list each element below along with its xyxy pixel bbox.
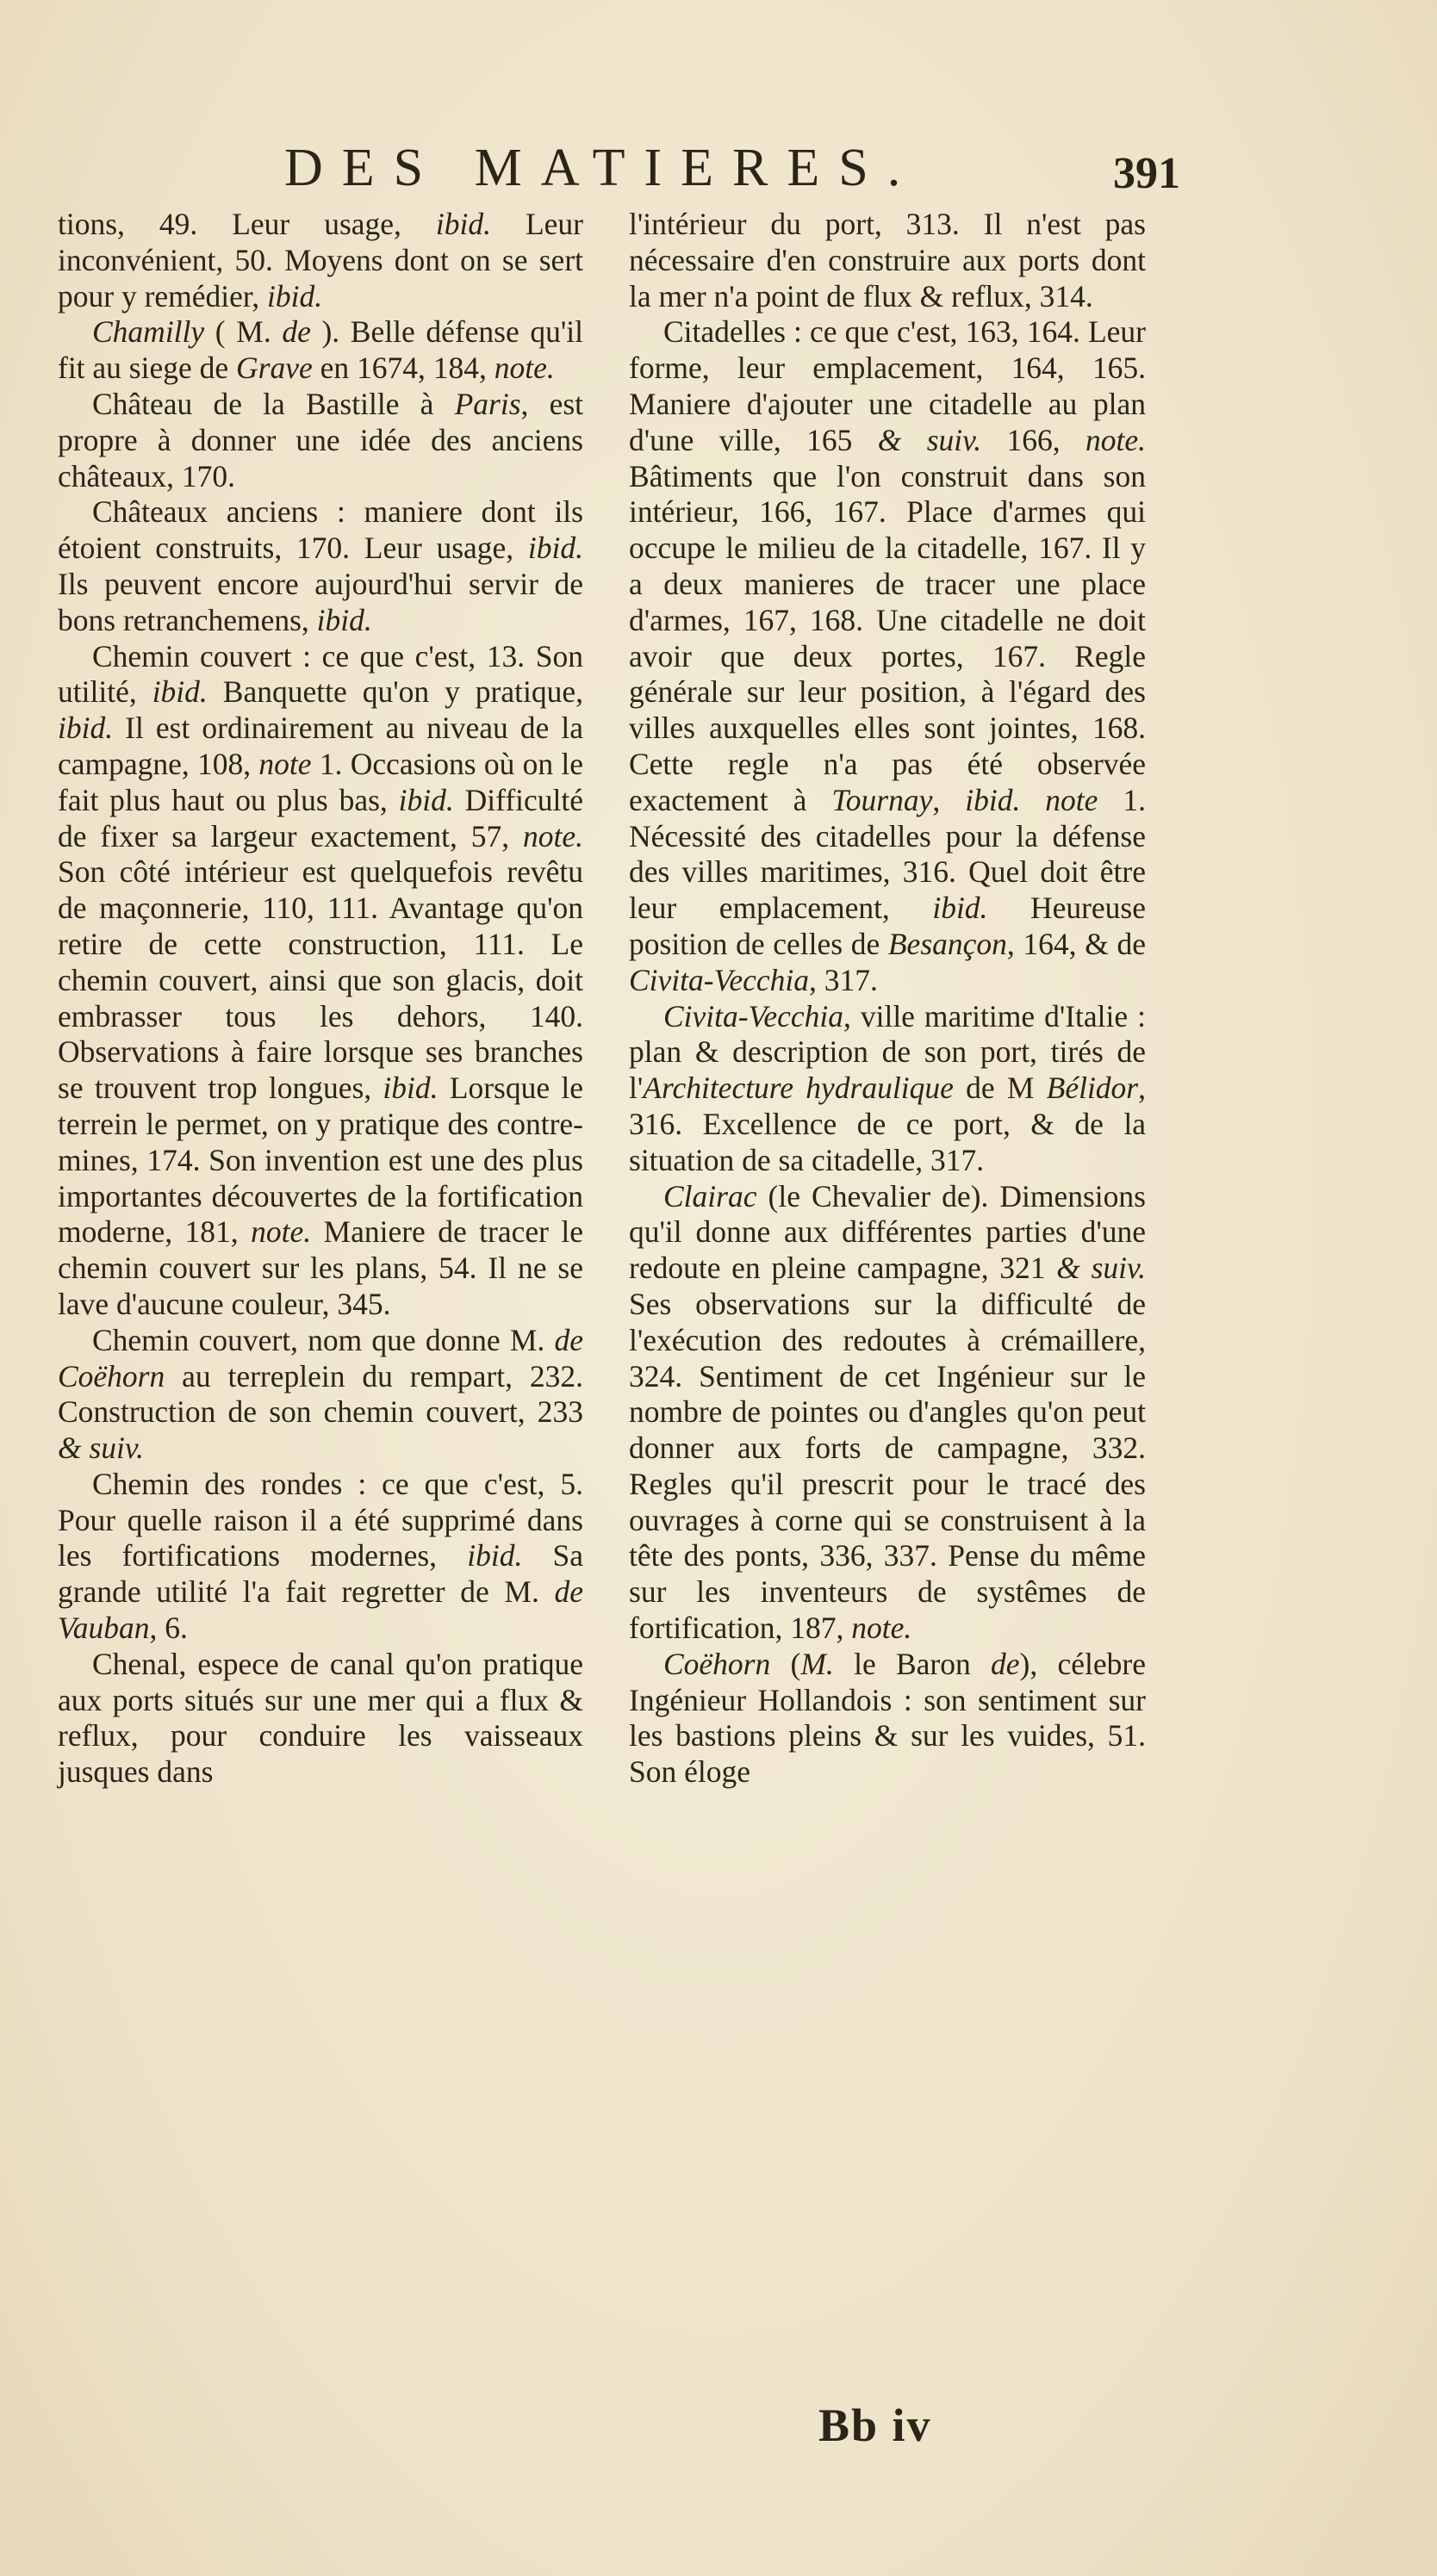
entry-text: en 1674, 184, [312,351,495,386]
entry-text: , 164, & de [1006,926,1146,961]
entry-text: Maniere de tracer le chemin couvert sur les plans, 54. Il ne se lave d'aucune couleur, 345. [58,1214,583,1321]
italic-text: note. [251,1214,312,1250]
entry-text: Heureuse position de celles de [629,891,1146,961]
index-entry [58,1647,583,1791]
italic-text: Clairac [663,1178,757,1214]
index-entry [58,494,583,638]
entry-text: Chemin couvert, nom que donne M. [92,1322,555,1357]
italic-text: & suiv. [58,1431,144,1466]
italic-text: ibid. [435,207,492,241]
index-entry [629,999,1146,1179]
entry-text: Difficulté de fixer sa largeur exactement, 57, [58,782,583,853]
index-entry [58,314,583,387]
italic-text: ibid. [932,891,988,926]
entry-text: , [932,782,966,817]
italic-text: ibid. [58,711,114,746]
italic-text: ibid. [398,782,454,817]
index-entry [58,1323,583,1467]
index-column-right [629,207,1146,1791]
entry-text: de M [953,1071,1047,1106]
italic-text: note. [851,1611,912,1646]
entry-text: Citadelles : ce que c'est, 163, 164. Leur forme, leur emplacement, 164, 165. Maniere d'ajouter une citadelle au plan d'une ville, 165 [629,314,1146,457]
italic-text: Tournay [831,782,933,817]
italic-text: M. [800,1646,834,1681]
entry-text: 166, [981,422,1086,457]
italic-text: Bélidor [1046,1071,1139,1106]
entry-text: , est propre à donner une idée des anciens châteaux, 170. [58,386,584,493]
index-entry [629,207,1146,314]
entry-text: Bâtiments que l'on construit dans son intérieur, 166, 167. Place d'armes qui occupe le milieu de la citadelle, 167. Il y a deux manieres de tracer une place d'armes, 167, 168. Une citadelle ne doit avoir que deux portes, 167. Regle générale sur leur position, à l'égard des villes auxquelles elles sont jointes, 168. Cette regle n'a pas été observée exactement à [629,458,1146,817]
italic-text: de [282,314,311,350]
index-column-left [58,207,583,1791]
italic-text: ibid. [467,1538,523,1574]
italic-text: ibid. [267,278,323,313]
index-entry [58,387,583,494]
italic-text: de Vauban [58,1574,583,1646]
entry-text: , 316. Excellence de ce port, & de la situation de sa citadelle, 317. [629,1071,1146,1177]
italic-text: ibid. note [965,782,1098,817]
italic-text: Civita-Vecchia [629,962,809,997]
entry-text: Sa grande utilité l'a fait regretter de M. [58,1538,584,1610]
index-entry [629,314,1146,998]
entry-text: Lorsque le terrein le permet, on y pratique des contre-mines, 174. Son invention est une des plus importantes découvertes de la fortification moderne, 181, [58,1071,584,1250]
entry-text: Château de la Bastille à [92,386,455,421]
entry-text: Son côté intérieur est quelquefois revêtu de maçonnerie, 110, 111. Avantage qu'on retire de cette construction, 111. Le chemin couvert, ainsi que son glacis, doit embrasser tous les dehors, 140. Observations à faire lorsque ses branches se trouvent trop longues, [58,854,583,1106]
italic-text: ibid. [316,602,372,637]
index-entry [58,1467,583,1647]
entry-text: ( M. [204,314,283,350]
entry-text: Chenal, espece de canal qu'on pratique aux ports situés sur une mer qui a flux & reflux, pour conduire les vaisseaux jusques dans [58,1646,583,1790]
entry-text: Chemin couvert : ce que c'est, 13. Son utilité, [58,638,583,710]
entry-text: Il est ordinairement au niveau de la campagne, 108, [58,711,583,781]
entry-text: Banquette qu'on y pratique, [207,674,583,710]
entry-text: (le Chevalier de). Dimensions qu'il donne aux différentes parties d'une redoute en pleine campagne, 321 [629,1178,1146,1286]
italic-text: de [991,1646,1020,1681]
italic-text: & suiv. [877,422,982,457]
entry-text: ). Belle défense qu'il fit au siege de [58,314,583,386]
italic-text: note. [1086,422,1146,457]
entry-text: tions, 49. Leur usage, [58,207,436,241]
entry-text: Chemin des rondes : ce que c'est, 5. Pour quelle raison il a été supprimé dans les fortifications modernes, [58,1466,583,1574]
entry-text: Ils peuvent encore aujourd'hui servir de bons retranchemens, [58,566,583,637]
italic-text: note. [523,818,583,853]
entry-text: , 317. [808,962,878,997]
entry-text: Leur inconvénient, 50. Moyens dont on se sert pour y remédier, [58,207,584,313]
italic-text: note [258,746,312,781]
italic-text: Architecture hydraulique [643,1071,954,1106]
running-title: DES MATIERES. [284,139,920,197]
italic-text: Grave [236,351,313,386]
entry-text: , 6. [149,1611,188,1646]
entry-text: 1. Nécessité des citadelles pour la défense des villes maritimes, 316. Quel doit être leur emplacement, [629,782,1146,926]
entry-text: Châteaux anciens : maniere dont ils étoient construits, 170. Leur usage, [58,494,583,566]
italic-text: de Coëhorn [58,1322,583,1394]
index-entry [629,1179,1146,1647]
italic-text: ibid. [527,531,583,566]
italic-text: note. [494,351,555,386]
signature-mark: Bb iv [818,2399,932,2451]
entry-text: au terreplein du rempart, 232. Construction de son chemin couvert, 233 [58,1358,583,1430]
entry-text: ), célebre Ingénieur Hollandois : son sentiment sur les bastions pleins & sur les vuides, 51. Son éloge [629,1646,1146,1790]
entry-text: ( [770,1646,801,1681]
italic-text: Besançon [887,926,1007,961]
index-entry [58,639,583,1323]
entry-text: Ses observations sur la difficulté de l'exécution des redoutes à crémaillere, 324. Sentiment de cet Ingénieur sur le nombre de pointes ou d'angles qu'on peut donner aux forts de campagne, 332. Regles qu'il prescrit pour le tracé des ouvrages à corne qui se construisent à la tête des ponts, 336, 337. Pense du même sur les inventeurs de systêmes de fortification, 187, [629,1286,1146,1646]
index-entry [629,1647,1146,1791]
italic-text: & suiv. [1056,1251,1146,1286]
page-number: 391 [1113,149,1180,198]
entry-text: l'intérieur du port, 313. Il n'est pas nécessaire d'en construire aux ports dont la mer n'a point de flux & reflux, 314. [629,207,1146,313]
entry-text: 1. Occasions où on le fait plus haut ou plus bas, [58,746,583,817]
index-entry [58,207,583,314]
italic-text: Paris [454,386,521,421]
entry-text: le Baron [833,1646,992,1681]
entry-text: , ville maritime d'Italie : plan & description de son port, tirés de l' [629,998,1146,1106]
italic-text: ibid. [152,674,208,710]
italic-text: Chamilly [92,314,205,350]
page-header [284,138,1180,215]
italic-text: Civita-Vecchia [663,998,843,1034]
italic-text: Coëhorn [663,1646,771,1681]
italic-text: ibid. [383,1071,439,1106]
